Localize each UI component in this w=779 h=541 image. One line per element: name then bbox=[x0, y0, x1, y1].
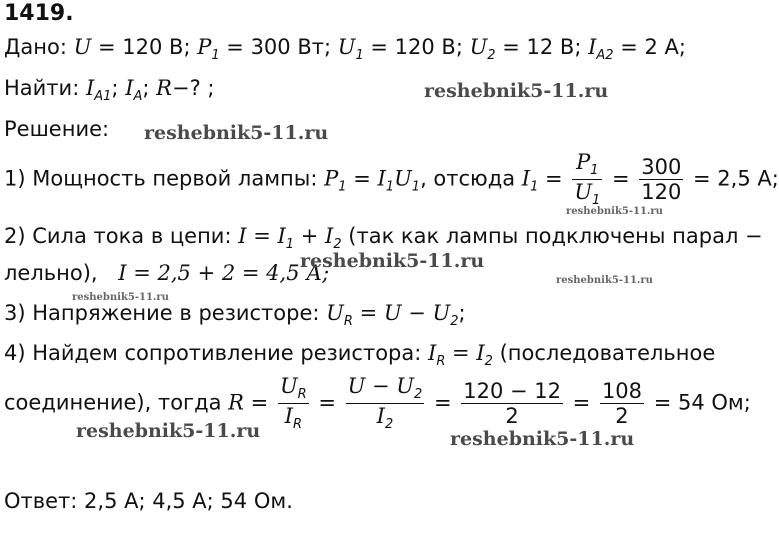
step-4-ir-sub: R bbox=[436, 354, 446, 369]
frac-num-108: 108 bbox=[601, 378, 643, 403]
fraction-u-u2-i2 bbox=[346, 374, 425, 433]
watermark: reshebnik5-11.ru bbox=[450, 428, 635, 450]
step-1-result: = 2,5 А; bbox=[686, 166, 779, 191]
given-ia2-sub: A2 bbox=[596, 48, 614, 63]
step-1-eq: = bbox=[346, 166, 378, 191]
problem-number: 1419. bbox=[4, 1, 74, 26]
frac-num-ur-sub: R bbox=[297, 387, 307, 402]
step-2-text: 2) Сила тока в цепи: bbox=[4, 224, 232, 248]
step-4-i2-sub: 2 bbox=[484, 354, 493, 369]
given-u-value: = 120 В; bbox=[91, 35, 191, 59]
frac-den-2b: 2 bbox=[615, 403, 629, 428]
frac-den-2a: 2 bbox=[505, 403, 519, 428]
step-1-i-sub: 1 bbox=[385, 179, 395, 195]
step-2-plus: + I bbox=[294, 224, 334, 248]
watermark: reshebnik5-11.ru bbox=[76, 420, 261, 442]
step-1-i1: I bbox=[521, 166, 531, 191]
given-u1-sub: 1 bbox=[355, 48, 364, 63]
given-u1-value: = 120 В; bbox=[363, 35, 463, 59]
fraction-108-2a bbox=[461, 379, 563, 428]
step-4 bbox=[4, 342, 715, 369]
given-line bbox=[4, 36, 686, 63]
step-2-note: (так как лампы подключены парал − bbox=[341, 224, 763, 248]
frac-num-uu2-sub: 2 bbox=[413, 387, 423, 402]
step-3-mid: = U − U bbox=[352, 301, 451, 325]
find-ia1: I bbox=[85, 76, 95, 100]
step-4-ir: I bbox=[428, 341, 437, 365]
step-4-r: R bbox=[228, 390, 244, 415]
given-u: U bbox=[73, 35, 92, 59]
fraction-p1-u1 bbox=[572, 150, 602, 209]
step-2 bbox=[4, 225, 763, 252]
step-2-cont bbox=[4, 262, 329, 285]
find-sep-1: ; bbox=[111, 76, 119, 100]
step-3-ur: U bbox=[326, 301, 344, 325]
step-2-eq2: I = 2,5 + 2 = 4,5 А; bbox=[118, 261, 330, 285]
find-r: R bbox=[156, 76, 172, 100]
frac-num-uu2: U − U bbox=[347, 374, 414, 398]
step-3-ur-sub: R bbox=[343, 314, 353, 329]
frac-den-i2: I bbox=[376, 403, 385, 428]
watermark: reshebnik5-11.ru bbox=[144, 122, 329, 144]
watermark: reshebnik5-11.ru bbox=[424, 80, 609, 102]
given-label: Дано: bbox=[4, 35, 67, 59]
step-1-p-sub: 1 bbox=[338, 179, 347, 195]
step-4-eq: = bbox=[243, 390, 275, 415]
given-u1: U bbox=[337, 35, 356, 59]
step-4-mid: = I bbox=[445, 341, 485, 365]
find-sep-2: ; bbox=[142, 76, 150, 100]
given-p: P bbox=[197, 35, 212, 59]
step-1-u: U bbox=[394, 166, 412, 191]
step-3-text: 3) Напряжение в резисторе: bbox=[4, 301, 320, 325]
watermark: reshebnik5-11.ru bbox=[300, 250, 485, 272]
frac-den-ir-sub: R bbox=[292, 416, 302, 432]
step-4-text: 4) Найдем сопротивление резистора: bbox=[4, 341, 422, 365]
step-1 bbox=[4, 150, 779, 209]
step-3-u2-sub: 2 bbox=[450, 314, 459, 329]
given-ia2: I bbox=[588, 35, 597, 59]
frac-den-u: U bbox=[574, 179, 593, 204]
find-line bbox=[4, 77, 214, 104]
step-4-eq4: = bbox=[565, 390, 597, 415]
step-2-cont-text: лельно), bbox=[4, 261, 98, 285]
solution-label: Решение: bbox=[4, 117, 110, 141]
given-u2: U bbox=[469, 35, 488, 59]
given-ia2-value: = 2 А; bbox=[613, 35, 686, 59]
step-2-sub2: 2 bbox=[333, 237, 342, 252]
step-3 bbox=[4, 302, 466, 329]
frac-den-u-sub: 1 bbox=[592, 192, 601, 208]
frac-num-ur: U bbox=[279, 374, 298, 398]
step-1-eq3: = bbox=[605, 166, 637, 191]
given-p-sub: 1 bbox=[211, 48, 220, 63]
frac-den-ir: I bbox=[284, 403, 293, 428]
frac-den-i2-sub: 2 bbox=[384, 416, 394, 432]
step-1-i1-sub: 1 bbox=[530, 179, 539, 195]
step-1-p: P bbox=[324, 166, 339, 191]
step-2-sub1: 1 bbox=[285, 237, 295, 252]
frac-num-p-sub: 1 bbox=[590, 163, 599, 178]
given-u2-sub: 2 bbox=[487, 48, 496, 63]
frac-num-p: P bbox=[576, 150, 591, 174]
frac-den-120: 120 bbox=[641, 179, 682, 204]
frac-num-300: 300 bbox=[641, 154, 682, 179]
watermark: reshebnik5-11.ru bbox=[556, 275, 653, 286]
step-4-result: = 54 Ом; bbox=[647, 390, 751, 415]
find-ia1-sub: A1 bbox=[94, 89, 112, 104]
step-4-eq2: = bbox=[311, 390, 343, 415]
step-4-note: (последовательное bbox=[492, 341, 716, 365]
fraction-108-2b bbox=[600, 379, 644, 428]
step-1-u-sub: 1 bbox=[411, 179, 421, 195]
step-4-eq3: = bbox=[427, 390, 459, 415]
step-1-eq2: = bbox=[538, 166, 570, 191]
find-label: Найти: bbox=[4, 76, 80, 100]
find-ia-sub: A bbox=[133, 89, 143, 104]
given-p-value: = 300 Вт; bbox=[219, 35, 332, 59]
find-ia: I bbox=[125, 76, 134, 100]
find-tail: −? ; bbox=[171, 76, 215, 100]
fraction-300-120 bbox=[639, 155, 683, 204]
watermark: reshebnik5-11.ru bbox=[566, 206, 663, 217]
frac-num-120-12: 120 − 12 bbox=[463, 378, 561, 403]
step-1-mid: , отсюда bbox=[420, 166, 516, 191]
step-1-i: I bbox=[377, 166, 386, 191]
answer: Ответ: 2,5 А; 4,5 А; 54 Ом. bbox=[4, 489, 293, 513]
fraction-ur-ir bbox=[278, 374, 309, 433]
watermark: reshebnik5-11.ru bbox=[72, 292, 169, 303]
step-1-text: 1) Мощность первой лампы: bbox=[4, 166, 318, 191]
step-2-eq: I = I bbox=[238, 224, 286, 248]
step-3-tail: ; bbox=[458, 301, 466, 325]
step-4-cont-text: соединение), тогда bbox=[4, 390, 222, 415]
given-u2-value: = 12 В; bbox=[495, 35, 582, 59]
